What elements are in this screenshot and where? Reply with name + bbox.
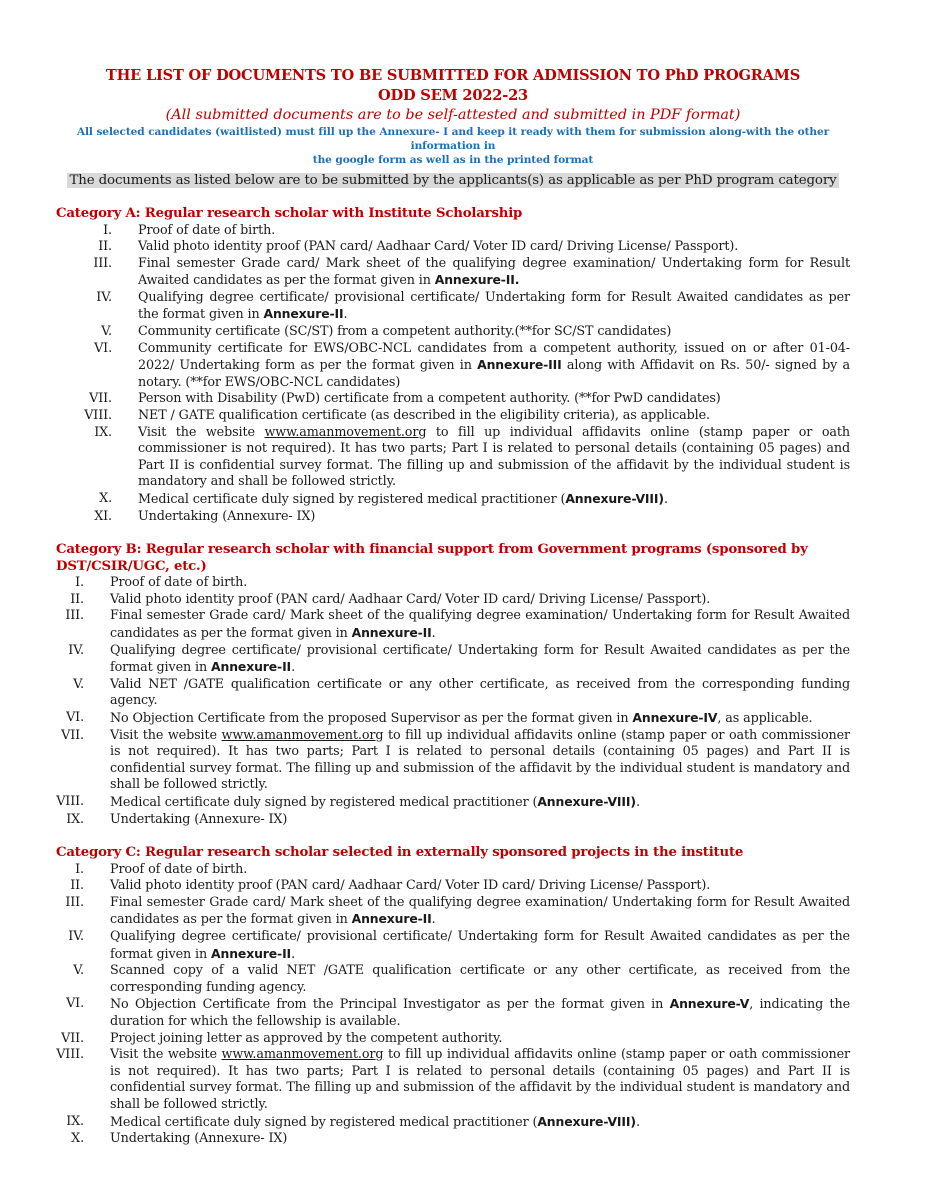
item-text-end: along with Affidavit on Rs. 50/- signed by a notary. (**for EWS/OBC-NCL candidates) [138,358,850,390]
list-item [56,324,850,341]
item-text: Visit the website [138,424,265,440]
item-text: Final semester Grade card/ Mark sheet of the qualifying degree examination/ Undertaking form for Result Awaited candidates as per the format given in [110,894,850,928]
item-text-end: , indicating the duration for which the fellowship is available. [110,997,850,1029]
annexure-reference: Annexure-VIII) [537,793,636,809]
list-item [56,491,850,509]
item-number: II. [70,591,84,607]
item-text-end: . [291,946,295,962]
item-text: Community certificate (SC/ST) from a competent authority.(**for SC/ST candidates) [138,324,672,340]
item-text: Qualifying degree certificate/ provisional certificate/ Undertaking form for Result Awaited candidates as per the format given in [110,642,850,676]
item-number: VIII. [56,1047,84,1063]
title-line-1: THE LIST OF DOCUMENTS TO BE SUBMITTED FOR ADMISSION TO PhD PROGRAMS [105,67,801,84]
item-text: Medical certificate duly signed by registered medical practitioner ( [110,1114,538,1130]
item-text: Valid photo identity proof (PAN card/ Aadhaar Card/ Voter ID card/ Driving License/ Passport). [110,591,711,607]
annexure-reference: Annexure-IV [632,709,718,725]
item-text: Person with Disability (PwD) certificate from a competent authority. (**for PwD candidates) [138,391,721,407]
item-text-end: . [635,794,640,810]
list-item [56,728,850,794]
list-item [56,341,850,392]
list-item [56,509,850,526]
list-item [56,643,850,677]
category-b-heading: Category B: Regular research scholar with financial support from Government programs (sponsored by DST/CSIR/UGC, etc.) [56,542,808,574]
list-item [56,239,850,256]
item-text: Proof of date of birth. [110,861,248,877]
item-text-end: . [343,307,348,323]
list-item [56,1114,850,1132]
category-c-list [56,862,850,1148]
annexure-reference: Annexure-III [477,357,562,373]
item-text: Project joining letter as approved by the competent authority. [110,1030,503,1046]
item-text: No Objection Certificate from the Principal Investigator as per the format given in [110,997,670,1013]
list-item [56,408,850,425]
annexure-reference: Annexure-II [351,911,432,927]
list-item [56,1047,850,1113]
item-number: VI. [66,996,84,1012]
item-number: X. [99,491,112,506]
item-text: Undertaking (Annexure- IX) [138,508,316,524]
list-item [56,812,850,829]
item-text: Qualifying degree certificate/ provisional certificate/ Undertaking form for Result Awaited candidates as per the format given in [138,289,850,323]
item-number: III. [93,255,112,271]
item-number: VIII. [84,408,112,424]
item-number: I. [75,575,84,591]
list-item [56,996,850,1030]
notice-line-2: the google form as well as in the printed format [312,154,594,166]
item-number: IX. [94,424,112,440]
item-number: V. [73,963,84,979]
list-item [56,929,850,963]
item-text: Visit the website [110,1047,222,1063]
item-number: IV. [96,289,112,305]
website-link[interactable]: www.amanmovement.org [221,727,384,743]
list-item [56,710,850,728]
website-link[interactable]: www.amanmovement.org [264,424,427,440]
item-text-end: to fill up individual affidavits online (stamp paper or oath commissioner is not required). It has two parts; Part I is related to personal details (containing 05 pages) and Part II is confidential survey format. The filling up and submission of the affidavit by the individual student is mandatory and shall be followed strictly. [110,1047,850,1112]
item-number: IV. [68,928,84,944]
item-number: VII. [89,391,112,407]
item-number: VIII. [56,793,84,809]
list-item [56,256,850,290]
list-item [56,963,850,996]
item-number: IX. [66,811,84,827]
item-number: VI. [66,709,84,725]
item-text: Community certificate for EWS/OBC-NCL candidates from a competent authority, issued on or after 01-04-2022/ Undertaking form as per the format given in [138,340,850,374]
list-item [56,677,850,710]
item-text: Undertaking (Annexure- IX) [110,1131,288,1147]
item-text: Valid photo identity proof (PAN card/ Aadhaar Card/ Voter ID card/ Driving License/ Passport). [110,878,711,894]
list-item [56,391,850,408]
item-text-end: . [291,660,295,676]
item-number: II. [70,878,84,894]
list-item [56,223,850,240]
item-text-end: to fill up individual affidavits online (stamp paper or oath commissioner is not required). It has two parts; Part I is related to personal details (containing 05 pages) and Part II is confidential survey format. The filling up and submission of the affidavit by the individual student is mandatory and shall be followed strictly. [138,424,850,490]
item-text: Final semester Grade card/ Mark sheet of the qualifying degree examination/ Undertaking form for Result Awaited candidates as per the format given in [138,255,850,289]
item-text-end: . [431,912,436,928]
item-number: V. [101,324,112,340]
list-item [56,862,850,879]
annexure-reference: Annexure-VIII) [565,491,664,506]
category-c-heading: Category C: Regular research scholar selected in externally sponsored projects in the institute [56,845,744,861]
category-b-list [56,575,850,828]
list-item [56,290,850,324]
item-number: III. [65,894,84,910]
item-text: NET / GATE qualification certificate (as described in the eligibility criteria), as applicable. [138,408,710,424]
item-text: Proof of date of birth. [138,222,276,238]
list-item [56,575,850,592]
title-line-2: ODD SEM 2022-23 [378,87,528,104]
annexure-reference: Annexure-V [669,996,750,1012]
item-text: Medical certificate duly signed by registered medical practitioner ( [138,492,566,507]
item-number: III. [65,608,84,624]
item-number: VI. [94,340,112,356]
item-number: IV. [68,642,84,658]
item-text: Scanned copy of a valid NET /GATE qualification certificate or any other certificate, as received from the corresponding funding agency. [110,963,850,995]
annexure-reference: Annexure-II [263,306,344,322]
annexure-reference: Annexure-II [211,659,292,675]
item-text-end: . [663,492,668,507]
annexure-reference: Annexure-II. [434,272,520,288]
item-text: Valid photo identity proof (PAN card/ Aadhaar Card/ Voter ID card/ Driving License/ Passport). [138,239,739,255]
list-item [56,1131,850,1148]
category-a-list [56,223,850,526]
notice-line-1: All selected candidates (waitlisted) must fill up the Annexure- I and keep it ready with them for submission along-with the other information in [76,126,830,152]
item-text-end: to fill up individual affidavits online (stamp paper or oath commissioner is not required). It has two parts; Part I is related to personal details (containing 05 pages) and Part II is confidential survey format. The filling up and submission of the affidavit by the individual student is mandatory and shall be followed strictly. [110,727,850,793]
list-item [56,895,850,929]
list-item [56,425,850,491]
item-text: Visit the website [110,727,222,743]
category-a-heading: Category A: Regular research scholar with Institute Scholarship [56,206,523,221]
list-item [56,878,850,895]
subtitle: (All submitted documents are to be self-attested and submitted in PDF format) [165,107,741,123]
item-text: Proof of date of birth. [110,575,248,591]
item-text-end: , as applicable. [717,710,813,726]
item-number: I. [75,861,84,877]
item-text-end: . [635,1114,640,1130]
item-text: Qualifying degree certificate/ provisional certificate/ Undertaking form for Result Awaited candidates as per the format given in [110,928,850,962]
item-number: VII. [61,1030,84,1046]
intro-banner [56,169,850,189]
item-text: Valid NET /GATE qualification certificate or any other certificate, as received from the corresponding funding agency. [110,676,850,709]
item-text: Medical certificate duly signed by registered medical practitioner ( [110,794,538,810]
item-number: V. [73,676,84,692]
list-item [56,592,850,609]
item-number: II. [98,239,112,255]
waitlist-notice [56,125,850,167]
website-link[interactable]: www.amanmovement.org [221,1047,384,1063]
item-number: I. [103,222,112,238]
item-text: No Objection Certificate from the proposed Supervisor as per the format given in [110,710,633,726]
intro-text: The documents as listed below are to be submitted by the applicants(s) as applicable as per PhD program category [69,173,837,188]
document-title [56,66,850,106]
list-item [56,794,850,812]
item-text-end: . [431,625,436,641]
annexure-reference: Annexure-VIII) [537,1113,636,1129]
annexure-reference: Annexure-II [351,624,432,640]
annexure-reference: Annexure-II [211,945,292,961]
item-number: VII. [61,727,84,743]
item-text: Undertaking (Annexure- IX) [110,811,288,827]
list-item [56,1031,850,1048]
item-number: IX. [66,1113,84,1129]
item-number: X. [71,1131,84,1147]
list-item [56,608,850,642]
item-text: Final semester Grade card/ Mark sheet of the qualifying degree examination/ Undertaking form for Result Awaited candidates as per the format given in [110,608,850,641]
item-number: XI. [94,508,112,524]
